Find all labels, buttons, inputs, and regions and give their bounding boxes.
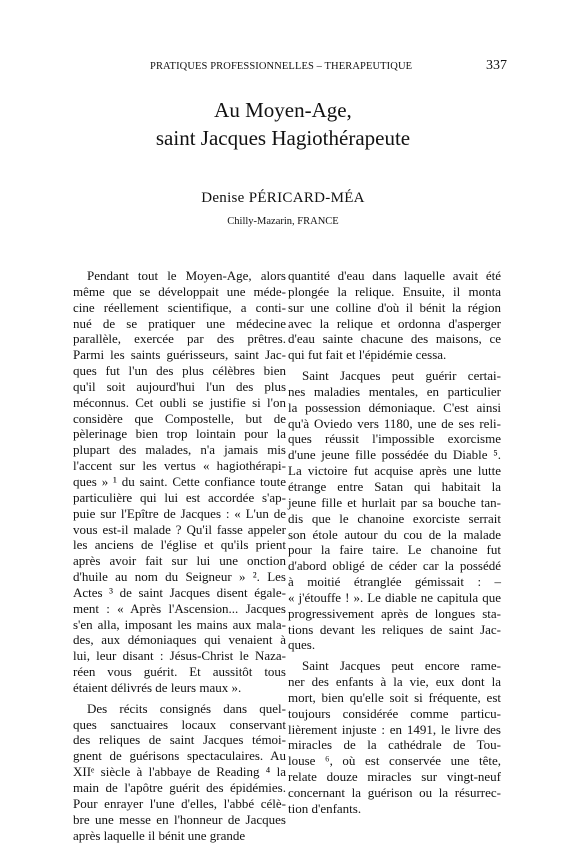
text-line: après avoir fait sur lui une onction xyxy=(73,553,286,569)
text-line: qui fut fait et l'épidémie cessa. xyxy=(288,347,447,363)
text-line: nué de se pratiquer une médecine xyxy=(73,315,286,331)
text-line: pour la faire taire. Le chanoine fut xyxy=(288,542,501,558)
text-line: progressivement après de longues sta- xyxy=(288,605,501,621)
text-line: d'une jeune fille possédée du Diable ⁵. xyxy=(288,447,501,463)
text-line: tion d'enfants. xyxy=(288,800,362,816)
text-line: louse ⁶, où est conservée une tête, xyxy=(288,753,501,769)
text-line: d'abord obligé de céder car la possédé xyxy=(288,558,501,574)
text-line: mort, bien qu'elle soit si fréquente, est xyxy=(288,689,501,705)
text-line: concernant la guérison ou la résurrec- xyxy=(288,785,501,800)
author-name: Denise PÉRICARD-MÉA xyxy=(201,190,365,206)
text-line: d'huile au nom du Seigneur » ². Les xyxy=(73,569,286,585)
text-line: pèlerinage bien trop lointain pour la xyxy=(73,426,286,442)
text-line: lièrement injuste : en 1491, le livre des xyxy=(288,721,501,737)
text-line: avec la relique et ordonna d'asperger xyxy=(288,315,501,331)
right-column xyxy=(288,268,501,817)
text-line: Des récits consignés dans quel- xyxy=(87,700,286,716)
text-line: Parmi les saints guérisseurs, saint Jac- xyxy=(73,347,286,363)
text-line: miracles de la cathédrale de Tou- xyxy=(288,737,501,753)
text-line: les anciens de l'église et qu'ils prient xyxy=(73,537,286,553)
text-line: « j'étouffe ! ». Le diable ne capitula que xyxy=(288,589,501,605)
page-number: 337 xyxy=(486,58,507,73)
text-line: Saint Jacques peut guérir certai- xyxy=(302,368,501,384)
text-line: ques. xyxy=(288,637,316,653)
text-line: méconnus. Cet oubli se justifie si l'on xyxy=(73,394,286,410)
text-line: Pendant tout le Moyen-Age, alors xyxy=(87,268,286,283)
text-line: son étole autour du cou de la malade xyxy=(288,526,501,542)
text-line: gnent de guérisons spectaculaires. Au xyxy=(73,748,286,764)
text-line: des, aux démoniaques qui venaient à xyxy=(73,632,286,648)
text-line: ques fut l'un des plus célèbres bien xyxy=(73,363,286,379)
running-head: PRATIQUES PROFESSIONNELLES – THERAPEUTIQUE xyxy=(150,61,413,72)
text-line: XIIᵉ siècle à l'abbaye de Reading ⁴ la xyxy=(73,764,286,780)
text-line: relate douze miracles sur vingt-neuf xyxy=(288,769,501,785)
text-line: la possession démoniaque. C'est ainsi xyxy=(288,399,501,415)
text-line: vous est-il malade ? Qu'il fasse appeler xyxy=(73,521,286,537)
article-title xyxy=(0,96,566,152)
paragraph xyxy=(288,268,501,363)
text-line: ques » ¹ du saint. Cette confiance toute xyxy=(73,473,286,489)
text-line: puie sur l'Epître de Jacques : « L'un de xyxy=(73,505,286,521)
text-line: ment : « Après l'Ascension... Jacques xyxy=(73,600,286,616)
text-line: quantité d'eau dans laquelle avait été xyxy=(288,268,501,283)
text-line: nes maladies mentales, en particulier xyxy=(288,383,501,399)
text-line: cine réellement scientifique, a conti- xyxy=(73,299,286,315)
text-line: qu'il soit aujourd'hui l'un des plus xyxy=(73,378,286,394)
text-line: ques réussit l'impossible exorcisme xyxy=(288,431,501,447)
text-line: main de l'apôtre guérit des épidémies. xyxy=(73,780,286,795)
text-line: lui, leur disant : Jésus-Christ le Naza- xyxy=(73,648,286,664)
paragraph xyxy=(288,368,501,653)
text-line: dis que le chanoine exorciste serrait xyxy=(288,510,501,526)
text-line: des reliques de saint Jacques témoi- xyxy=(73,732,286,748)
author-affiliation: Chilly-Mazarin, FRANCE xyxy=(227,216,339,227)
text-line: Pour enrayer l'une d'elles, l'abbé célè- xyxy=(73,795,286,811)
text-line: après laquelle il bénit une grande xyxy=(73,827,246,843)
text-line: particulière qui lui est accordée s'ap- xyxy=(73,489,286,505)
text-line: bre une messe en l'honneur de Jacques xyxy=(73,811,286,827)
text-line: d'eau sainte chacune des maisons, ce xyxy=(288,331,501,347)
left-column xyxy=(73,268,286,843)
text-line: ques sanctuaires locaux conservant xyxy=(73,716,286,732)
title-line-1: Au Moyen-Age, xyxy=(214,98,352,122)
text-line: qu'à Oviedo vers 1180, une de ses reli- xyxy=(288,415,501,431)
paragraph xyxy=(73,268,286,696)
text-line: Actes ³ de saint Jacques disent égale- xyxy=(73,584,286,600)
text-line: s'en alla, imposant les mains aux mala- xyxy=(73,616,286,632)
text-line: La victoire fut acquise après une lutte xyxy=(288,463,501,479)
text-line: ner des enfants à la vie, eux dont la xyxy=(288,674,501,690)
text-line: jeune fille et hurlait par sa bouche tan- xyxy=(288,494,501,510)
text-line: Saint Jacques peut encore ramе- xyxy=(302,658,501,674)
text-line: plupart des malades, n'a jamais mis xyxy=(73,442,286,458)
text-line: toujours considérée comme particu- xyxy=(288,705,501,721)
text-line: tions devant les reliques de saint Jac- xyxy=(288,621,501,637)
text-line: étrange entre Satan qui habitait la xyxy=(288,478,501,494)
text-line: à moitié étranglée gémissait : – xyxy=(288,574,501,590)
text-line: l'accent sur les vertus « hagiothérapi- xyxy=(73,458,286,474)
paragraph xyxy=(73,701,286,843)
text-line: parallèle, exercée par des prêtres. xyxy=(73,331,286,347)
text-line: considère que Compostelle, but de xyxy=(73,410,286,426)
paragraph xyxy=(288,658,501,816)
title-line-2: saint Jacques Hagiothérapeute xyxy=(155,126,411,150)
text-line: réen vous guérit. Et aussitôt tous xyxy=(73,664,286,680)
text-line: étaient délivrés de leurs maux ». xyxy=(73,679,242,695)
text-line: sur une colline d'où il bénit la région xyxy=(288,299,501,315)
text-line: même que se développait une méde- xyxy=(73,283,286,299)
text-line: plongée la relique. Ensuite, il monta xyxy=(288,283,501,299)
